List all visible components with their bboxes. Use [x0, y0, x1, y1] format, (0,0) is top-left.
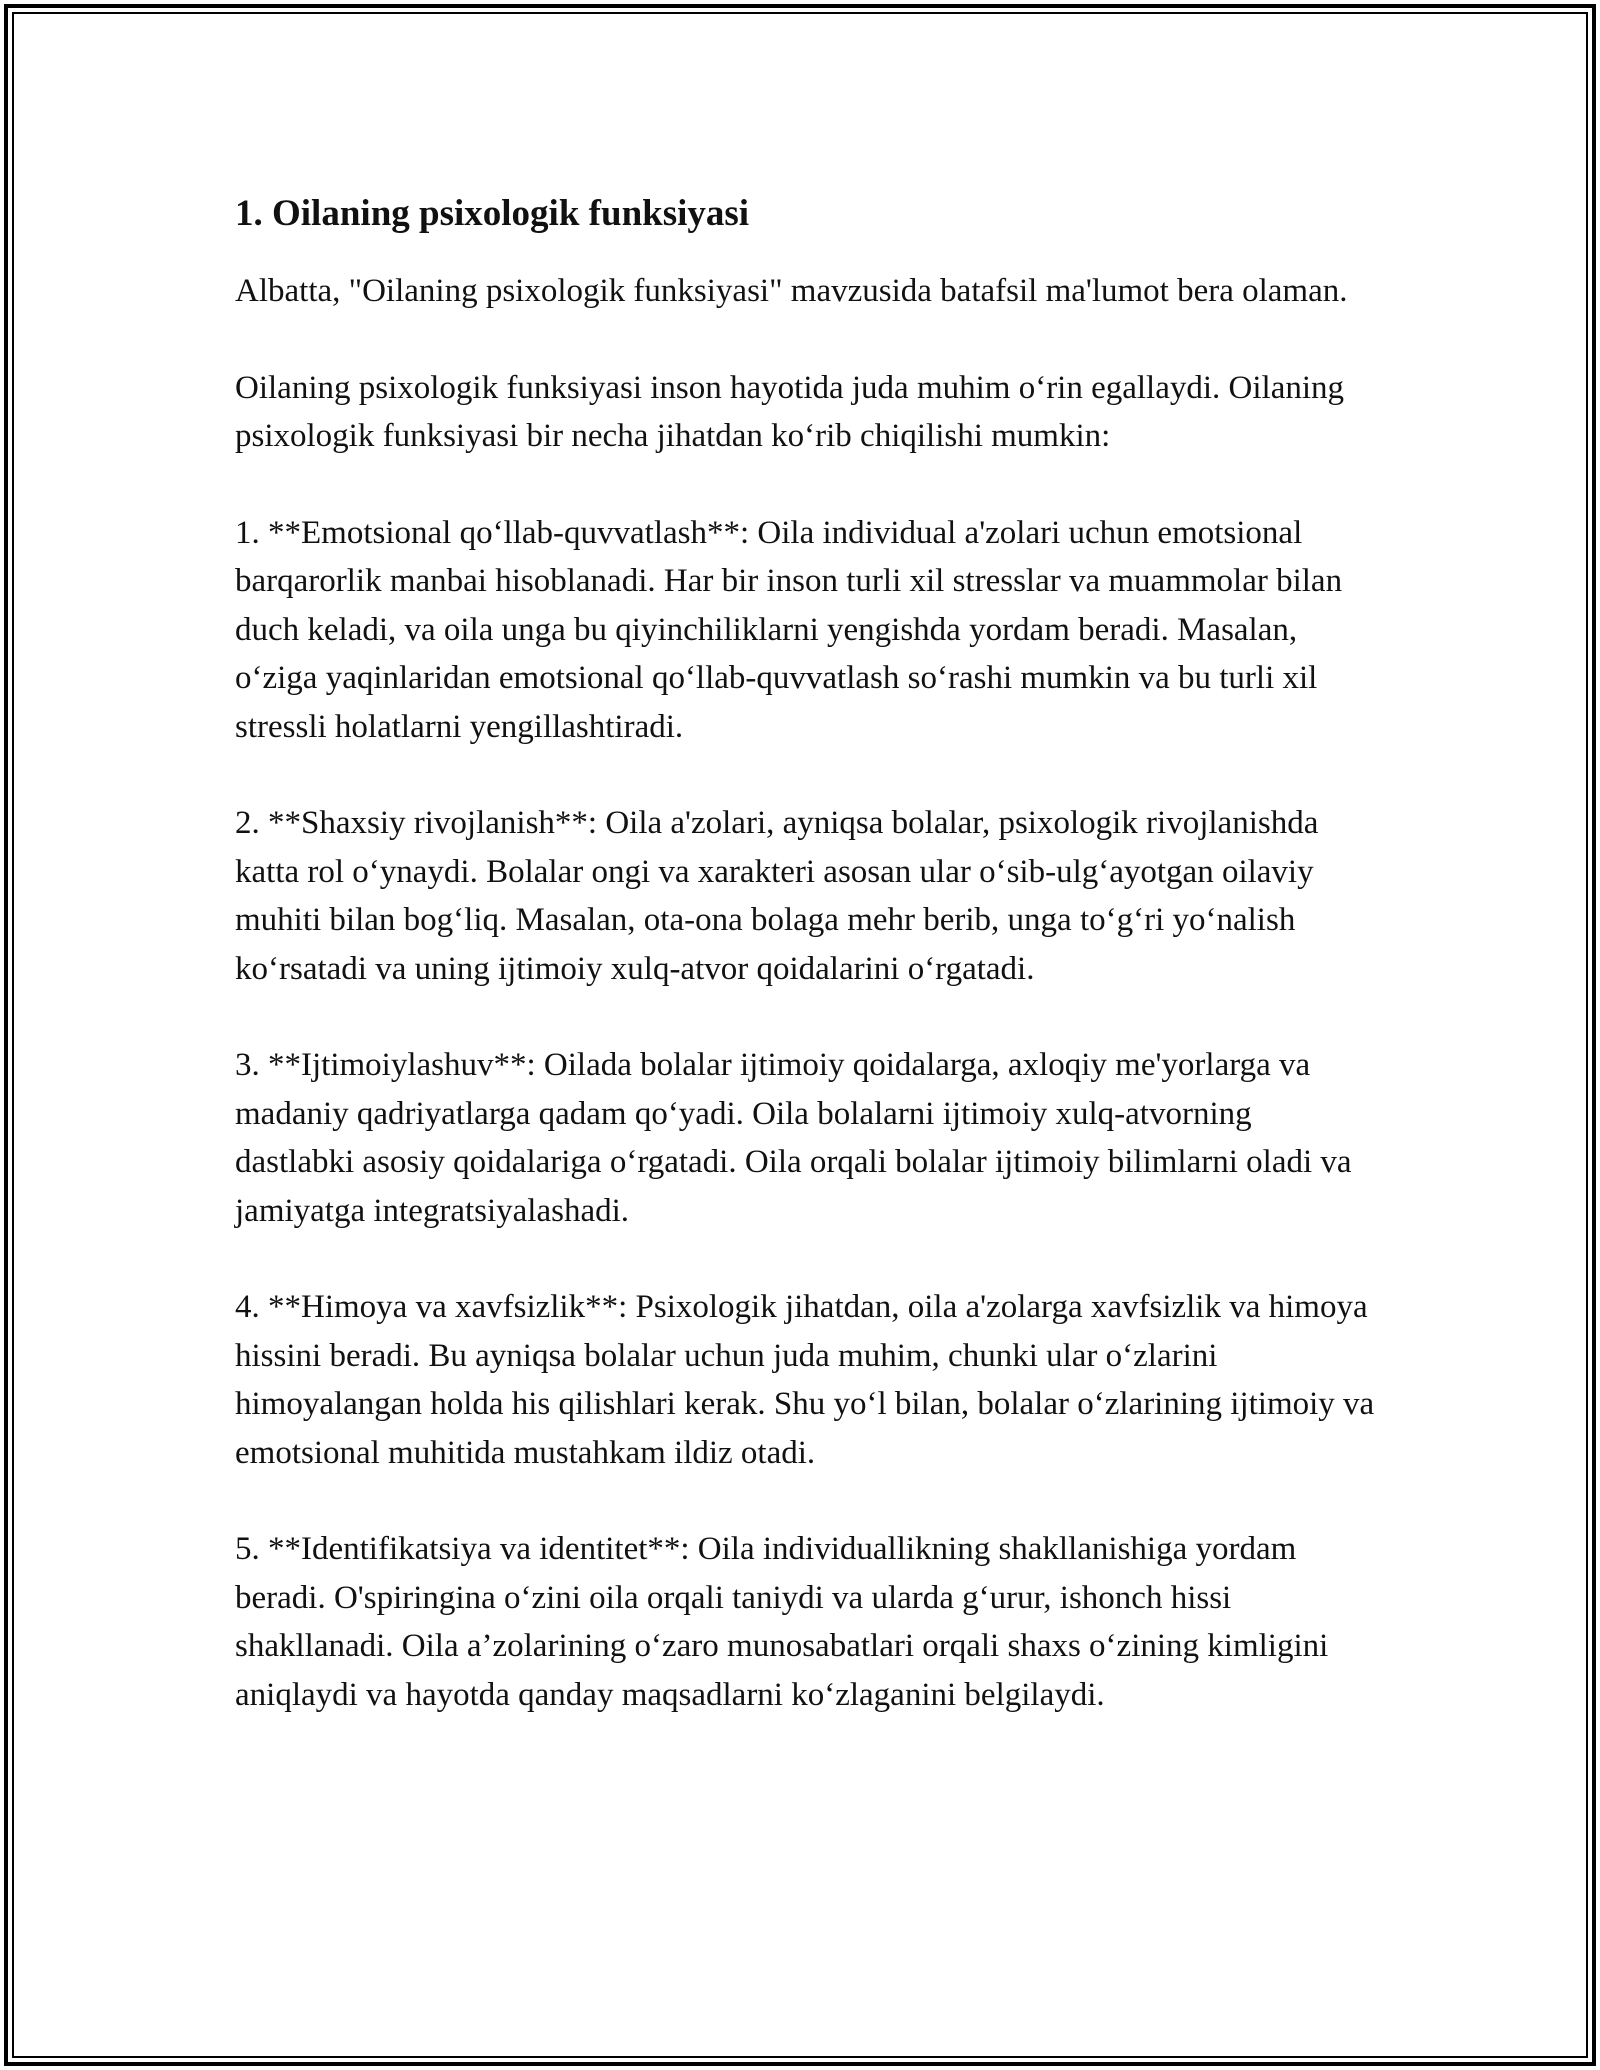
point-protection-safety: 4. **Himoya va xavfsizlik**: Psixologik jihatdan, oila a'zolarga xavfsizlik va himoya hissini beradi. Bu ayniqsa bolalar uchun juda muhim, chunki ular oʻzlarini himoyalangan holda his qilishlari kerak. Shu yoʻl bilan, bolalar oʻzlarining ijtimoiy va emotsional muhitida mustahkam ildiz otadi.	[235, 1289, 1375, 1471]
overview-paragraph: Oilaning psixologik funksiyasi inson hayotida juda muhim oʻrin egallaydi. Oilaning psixologik funksiyasi bir necha jihatdan koʻrib chiqilishi mumkin:	[235, 369, 1345, 454]
point-identity: 5. **Identifikatsiya va identitet**: Oila individuallikning shakllanishiga yordam beradi. O'spiringina oʻzini oila orqali taniydi va ularda gʻurur, ishonch hissi shakllanadi. Oila a’zolarining oʻzaro munosabatlari orqali shaxs oʻzining kimligini aniqlaydi va hayotda qanday maqsadlarni koʻzlaganini belgilaydi.	[235, 1531, 1329, 1713]
document-title: 1. Oilaning psixologik funksiyasi	[235, 193, 750, 234]
point-emotional-support: 1. **Emotsional qoʻllab-quvvatlash**: Oila individual a'zolari uchun emotsional barqarorlik manbai hisoblanadi. Har bir inson turli xil stresslar va muammolar bilan duch keladi, va oila unga bu qiyinchiliklarni yengishda yordam beradi. Masalan, oʻziga yaqinlaridan emotsional qoʻllab-quvvatlash soʻrashi mumkin va bu turli xil stressli holatlarni yengillashtiradi.	[235, 514, 1343, 745]
point-socialization: 3. **Ijtimoiylashuv**: Oilada bolalar ijtimoiy qoidalarga, axloqiy me'yorlarga va madaniy qadriyatlarga qadam qoʻyadi. Oila bolalarni ijtimoiy xulq-atvorning dastlabki asosiy qoidalariga oʻrgatadi. Oila orqali bolalar ijtimoiy bilimlarni oladi va jamiyatga integratsiyalashadi.	[235, 1047, 1352, 1229]
document-body	[235, 185, 1375, 1767]
intro-paragraph: Albatta, "Oilaning psixologik funksiyasi" mavzusida batafsil ma'lumot bera olaman.	[235, 273, 1348, 309]
point-personal-development: 2. **Shaxsiy rivojlanish**: Oila a'zolari, ayniqsa bolalar, psixologik rivojlanishda katta rol oʻynaydi. Bolalar ongi va xarakteri asosan ular oʻsib-ulgʻayotgan oilaviy muhiti bilan bogʻliq. Masalan, ota-ona bolaga mehr berib, unga toʻgʻri yoʻnalish koʻrsatadi va uning ijtimoiy xulq-atvor qoidalarini oʻrgatadi.	[235, 805, 1319, 987]
